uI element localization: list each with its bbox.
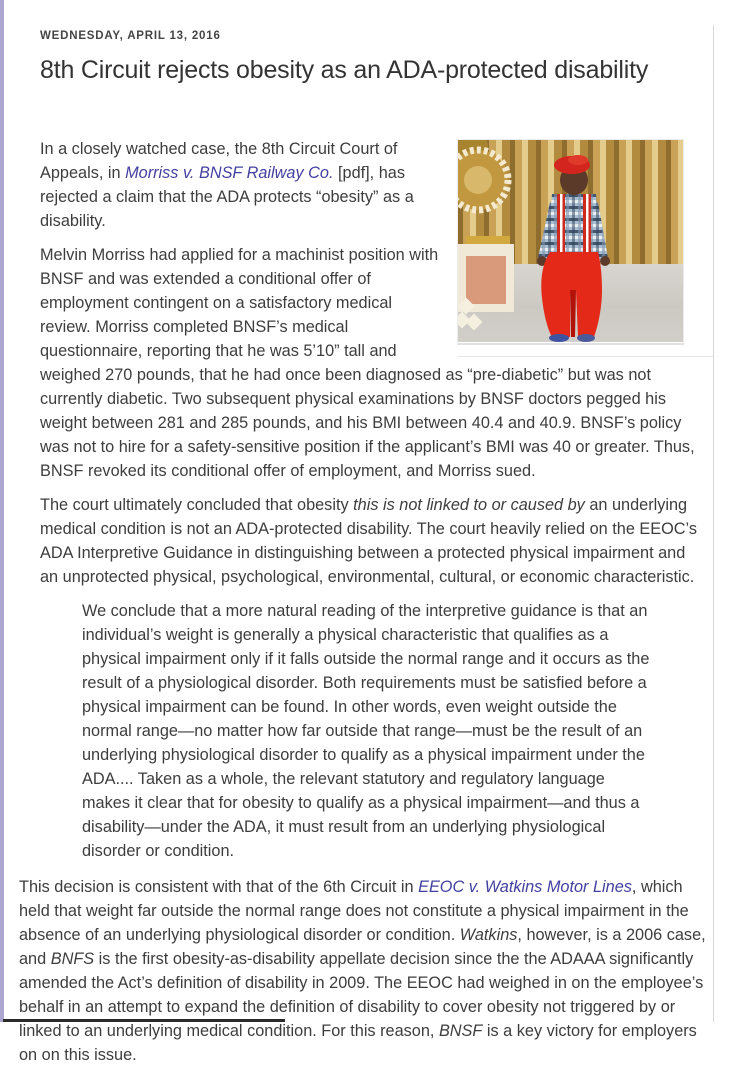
article-page (19, 0, 706, 1067)
text-run: In a closely watched case, the 8th Circuit Court of Appeals, in (40, 140, 398, 182)
photo-canvas (458, 140, 683, 342)
text-run: BNFS (50, 950, 95, 968)
text-run: Watkins (459, 926, 518, 944)
article-body (19, 137, 706, 1067)
sunburst-prop (458, 140, 508, 210)
post-date: WEDNESDAY, APRIL 13, 2016 (40, 30, 221, 42)
pedestal-prop (458, 236, 514, 330)
article-paragraph-closing (19, 875, 706, 1067)
text-run: is a key victory for employers on on this issue. (19, 1022, 697, 1064)
text-run: This decision is consistent with that of the 6th Circuit in (19, 878, 419, 896)
text-run: is the first obesity-as-disability appellate decision since the the ADAAA significantly amended the Act’s definition of disability in 2009. The EEOC had weighed in on the employee’s behalf in an attempt to expand the definition of disability to cover obesity not triggered by or linked to an underlying medical condition. For this reason, (19, 950, 704, 1040)
text-run: [pdf], has rejected a claim that the ADA protects “obesity” as a disability. (40, 164, 414, 230)
text-run: , which held that weight far outside the normal range does not constitute a physical impairment in the absence of an underlying physiological disorder or condition. (19, 878, 689, 944)
performer-figure (537, 155, 610, 342)
court-opinion-blockquote (82, 599, 650, 863)
case-link[interactable]: Morriss v. BNSF Railway Co. (125, 164, 334, 182)
text-run: The court ultimately concluded that obesity (40, 496, 354, 514)
article-paragraph (40, 493, 706, 589)
text-run: this is not linked to or caused by (353, 496, 585, 514)
performer-illustration (458, 140, 683, 342)
case-link[interactable]: EEOC v. Watkins Motor Lines (418, 878, 632, 896)
photo-underline-rule (458, 356, 713, 357)
text-run: an underlying medical condition is not an ADA-protected disability. The court heavily relied on the EEOC’s ADA Interpretive Guidance in distinguishing between a protected physical impairment and an unprotected physical, psychological, environmental, cultural, or economic characteristic. (40, 496, 698, 586)
text-run: Melvin Morriss had applied for a machinist position with BNSF and was extended a conditional offer of employment contingent on a satisfactory medical review. Morriss completed BNSF’s medical questionnaire, reporting that he was 5’10” tall and weighed 270 pounds, that he had once been diagnosed as “pre-diabetic” but was not currently diabetic. Two subsequent physical examinations by BNSF doctors pegged his weight between 281 and 285 pounds, and his BMI between 40.4 and 40.9. BNSF’s policy was not to hire for a safety-sensitive position if the applicant’s BMI was 40 or greater. Thus, BNSF revoked its conditional offer of employment, and Morriss sued. (40, 246, 695, 480)
article-photo (457, 139, 684, 345)
post-title: 8th Circuit rejects obesity as an ADA-protected disability (40, 56, 649, 84)
content-right-hairline (713, 25, 714, 1022)
text-run: , however, is a 2006 case, and (19, 926, 706, 968)
text-run: We conclude that a more natural reading of the interpretive guidance is that an individual’s weight is generally a physical characteristic that qualifies as a physical impairment only if it falls outside the normal range and it occurs as the result of a physiological disorder. Both requirements must be satisfied before a physical impairment can be found. In other words, even weight outside the normal range—no matter how far outside that range—must be the result of an underlying physiological disorder to qualify as a physical impairment under the ADA.... Taken as a whole, the relevant statutory and regulatory language makes it clear that for obesity to qualify as a physical impairment—and thus a disability—under the ADA, it must result from an underlying physiological disorder or condition. (82, 602, 650, 860)
browser-edge-strip (0, 0, 4, 1022)
text-run: BNSF (438, 1022, 483, 1040)
